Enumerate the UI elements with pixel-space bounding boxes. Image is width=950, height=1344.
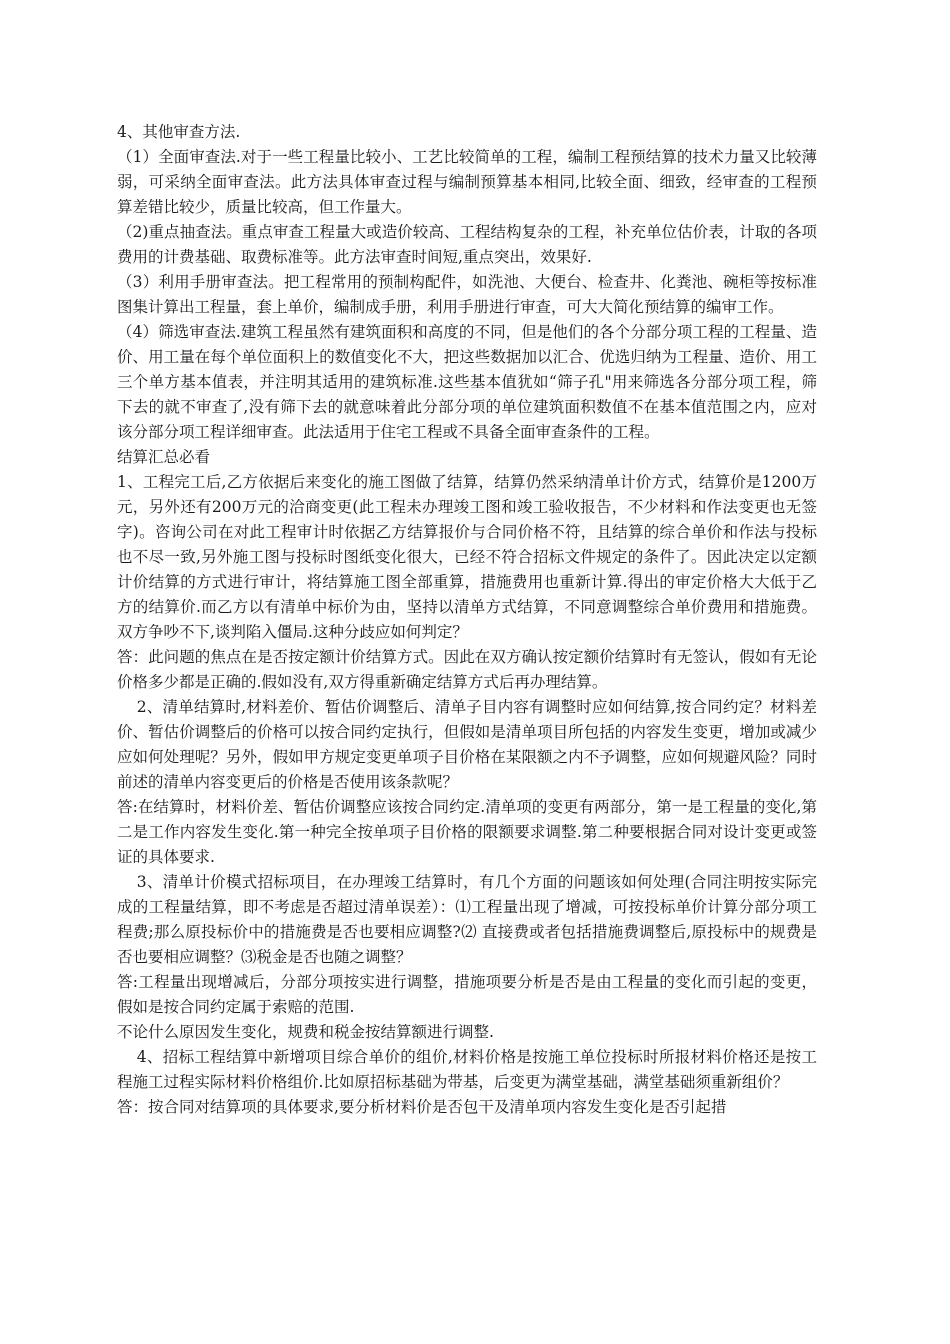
question-3: 3、清单计价模式招标项目，在办理竣工结算时，有几个方面的问题该如何处理(合同注明按实际完成的工程量结算，即不考虑是否超过清单误差）：⑴工程量出现了增减，可按投标单价计算分部分项工程费;那么原投标价中的措施费是否也要相应调整?⑵ 直接费或者包括措施费调整后,原投标中的规费是否也要相应调整？⑶税金是否也随之调整？ [117,873,817,966]
answer-3-note: 不论什么原因发生变化，规费和税金按结算额进行调整. [117,1023,494,1041]
document-body [117,120,817,1120]
question-4: 4、招标工程结算中新增项目综合单价的组价,材料价格是按施工单位投标时所报材料价格还是按工程施工过程实际材料价格组价.比如原招标基础为带基，后变更为满堂基础，满堂基础须重新组价？ [117,1048,817,1091]
answer-4: 答：按合同对结算项的具体要求,要分析材料价是否包干及清单项内容发生变化是否引起措 [117,1098,727,1116]
question-1: 1、工程完工后,乙方依据后来变化的施工图做了结算，结算仍然采纳清单计价方式，结算价是1200万元，另外还有200万元的洽商变更(此工程未办理竣工图和竣工验收报告，不少材料和作法变更也无签字)。咨询公司在对此工程审计时依据乙方结算报价与合同价格不符，且结算的综合单价和作法与投标也不尽一致,另外施工图与投标时图纸变化很大，已经不符合招标文件规定的条件了。因此决定以定额计价结算的方式进行审计，将结算施工图全部重算，措施费用也重新计算.得出的审定价格大大低于乙方的结算价.而乙方以有清单中标价为由，坚持以清单方式结算，不同意调整综合单价费用和措施费。双方争吵不下,谈判陷入僵局.这种分歧应如何判定？ [117,473,817,641]
paragraph-screening-review: （4）筛选审查法.建筑工程虽然有建筑面积和高度的不同，但是他们的各个分部分项工程的工程量、造价、用工量在每个单位面积上的数值变化不大，把这些数据加以汇合、优选归纳为工程量、造价、用工三个单方基本值表，并注明其适用的建筑标准.这些基本值犹如“筛子孔"用来筛选各分部分项工程，筛下去的就不审查了,没有筛下去的就意味着此分部分项的单位建筑面积数值不在基本值范围之内，应对该分部分项工程详细审查。此法适用于住宅工程或不具备全面审查条件的工程。 [117,323,817,441]
paragraph-key-sampling: （2)重点抽查法。重点审查工程量大或造价较高、工程结构复杂的工程，补充单位估价表，计取的各项费用的计费基础、取费标准等。此方法审查时间短,重点突出，效果好. [117,223,817,266]
section-heading-review-methods: 4、其他审查方法. [117,123,241,141]
section-heading-settlement-summary: 结算汇总必看 [117,448,211,466]
answer-2: 答:在结算时，材料价差、暂估价调整应该按合同约定.清单项的变更有两部分，第一是工程量的变化,第二是工作内容发生变化.第一种完全按单项子目价格的限额要求调整.第二种要根据合同对设计变更或签证的具体要求. [117,798,817,866]
answer-3: 答:工程量出现增减后，分部分项按实进行调整，措施项要分析是否是由工程量的变化而引起的变更，假如是按合同约定属于索赔的范围. [117,973,817,1016]
paragraph-manual-review: （3）利用手册审查法。把工程常用的预制构配件，如洗池、大便台、检查井、化粪池、碗柜等按标准图集计算出工程量，套上单价，编制成手册，利用手册进行审查，可大大简化预结算的编审工作。 [117,273,817,316]
paragraph-full-review: （1）全面审查法.对于一些工程量比较小、工艺比较简单的工程，编制工程预结算的技术力量又比较薄弱，可采纳全面审查法。此方法具体审查过程与编制预算基本相同,比较全面、细致，经审查的工程预算差错比较少，质量比较高，但工作量大。 [117,148,817,216]
answer-1: 答：此问题的焦点在是否按定额计价结算方式。因此在双方确认按定额价结算时有无签认，假如有无论价格多少都是正确的.假如没有,双方得重新确定结算方式后再办理结算。 [117,648,817,691]
question-2: 2、清单结算时,材料差价、暂估价调整后、清单子目内容有调整时应如何结算,按合同约定？材料差价、暂估价调整后的价格可以按合同约定执行，但假如是清单项目所包括的内容发生变更，增加或减少应如何处理呢？另外，假如甲方规定变更单项子目价格在某限额之内不予调整，应如何规避风险？同时前述的清单内容变更后的价格是否使用该条款呢？ [117,698,817,791]
